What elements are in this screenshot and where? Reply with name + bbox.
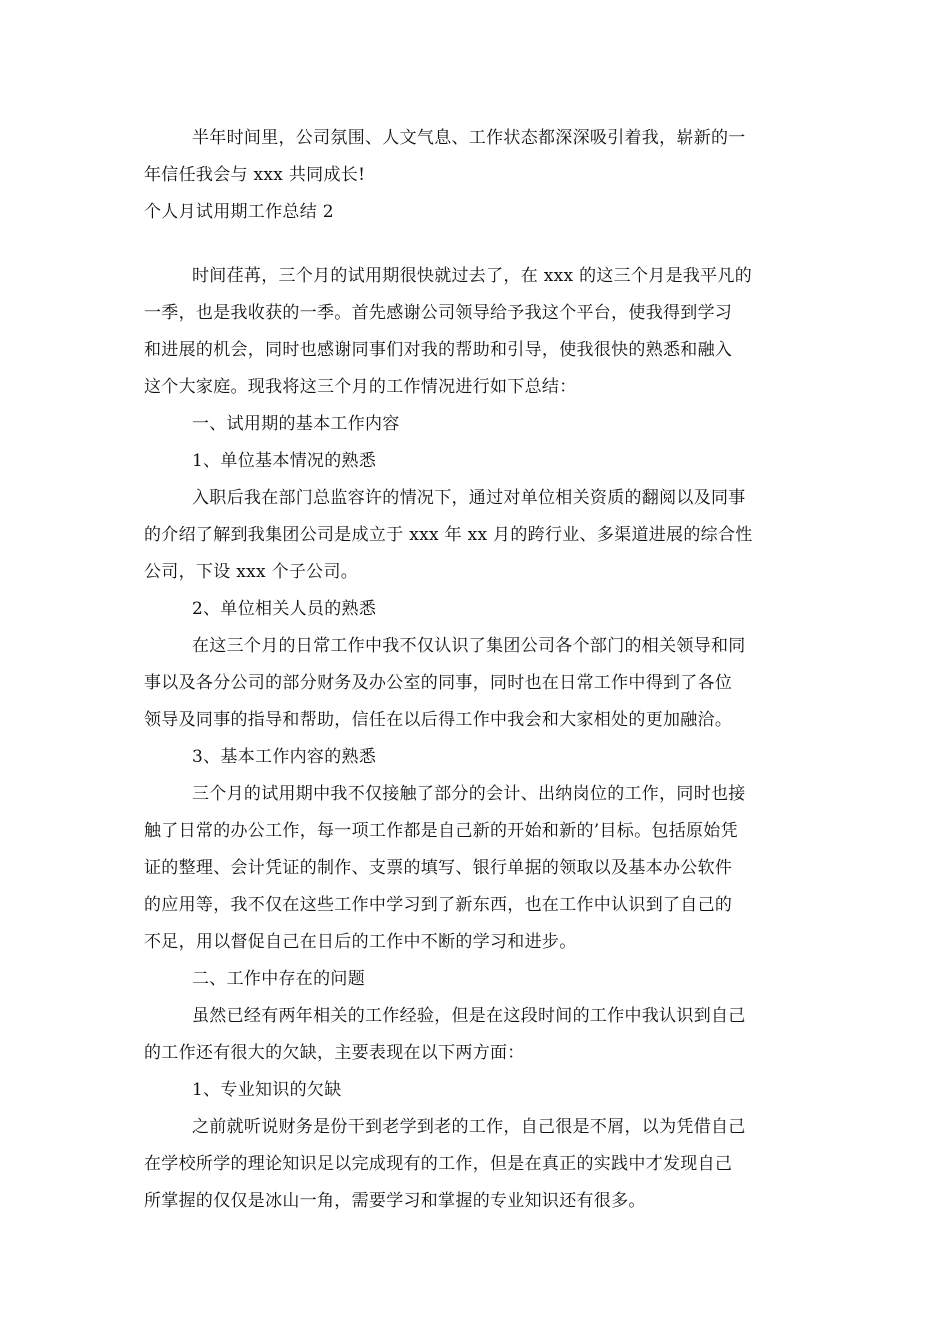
text-line: 入职后我在部门总监容许的情况下，通过对单位相关资质的翻阅以及同事 <box>192 488 746 508</box>
text-line: 公司，下设 xxx 个子公司。 <box>144 562 359 582</box>
section-title: 二、工作中存在的问题 <box>192 969 365 989</box>
intro-paragraph <box>144 120 814 194</box>
text-line: 在学校所学的理论知识足以完成现有的工作，但是在真正的实践中才发现自己 <box>144 1154 733 1174</box>
text-line: 触了日常的办公工作，每一项工作都是自己新的开始和新的’目标。包括原始凭 <box>144 821 738 841</box>
text-line: 的工作还有很大的欠缺，主要表现在以下两方面： <box>144 1043 525 1063</box>
summary-body <box>144 258 814 1220</box>
text-line: 三个月的试用期中我不仅接触了部分的会计、出纳岗位的工作，同时也接 <box>192 784 746 804</box>
text-line: 领导及同事的指导和帮助，信任在以后得工作中我会和大家相处的更加融洽。 <box>144 710 733 730</box>
text-line: 虽然已经有两年相关的工作经验，但是在这段时间的工作中我认识到自己 <box>192 1006 746 1026</box>
text-line: 证的整理、会计凭证的制作、支票的填写、银行单据的领取以及基本办公软件 <box>144 858 733 878</box>
heading-text: 个人月试用期工作总结 2 <box>144 202 334 222</box>
text-line: 这个大家庭。现我将这三个月的工作情况进行如下总结： <box>144 377 577 397</box>
subsection-title: 2、单位相关人员的熟悉 <box>192 599 377 619</box>
text-line: 之前就听说财务是份干到老学到老的工作，自己很是不屑，以为凭借自己 <box>192 1117 746 1137</box>
text-line: 半年时间里，公司氛围、人文气息、工作状态都深深吸引着我，崭新的一 <box>192 128 746 148</box>
subsection-title: 3、基本工作内容的熟悉 <box>192 747 377 767</box>
subsection-title: 1、单位基本情况的熟悉 <box>192 451 377 471</box>
section-title: 一、试用期的基本工作内容 <box>192 414 400 434</box>
section-heading <box>144 194 814 231</box>
text-line: 的介绍了解到我集团公司是成立于 xxx 年 xx 月的跨行业、多渠道进展的综合性 <box>144 525 753 545</box>
text-line: 和进展的机会，同时也感谢同事们对我的帮助和引导，使我很快的熟悉和融入 <box>144 340 733 360</box>
text-line: 事以及各分公司的部分财务及办公室的同事，同时也在日常工作中得到了各位 <box>144 673 733 693</box>
text-line: 时间荏苒，三个月的试用期很快就过去了，在 xxx 的这三个月是我平凡的 <box>192 266 753 286</box>
text-line: 一季，也是我收获的一季。首先感谢公司领导给予我这个平台，使我得到学习 <box>144 303 733 323</box>
text-line: 年信任我会与 xxx 共同成长! <box>144 165 366 185</box>
text-line: 不足，用以督促自己在日后的工作中不断的学习和进步。 <box>144 932 577 952</box>
text-line: 在这三个月的日常工作中我不仅认识了集团公司各个部门的相关领导和同 <box>192 636 746 656</box>
text-line: 的应用等，我不仅在这些工作中学习到了新东西，也在工作中认识到了自己的 <box>144 895 733 915</box>
subsection-title: 1、专业知识的欠缺 <box>192 1080 342 1100</box>
text-line: 所掌握的仅仅是冰山一角，需要学习和掌握的专业知识还有很多。 <box>144 1191 646 1211</box>
